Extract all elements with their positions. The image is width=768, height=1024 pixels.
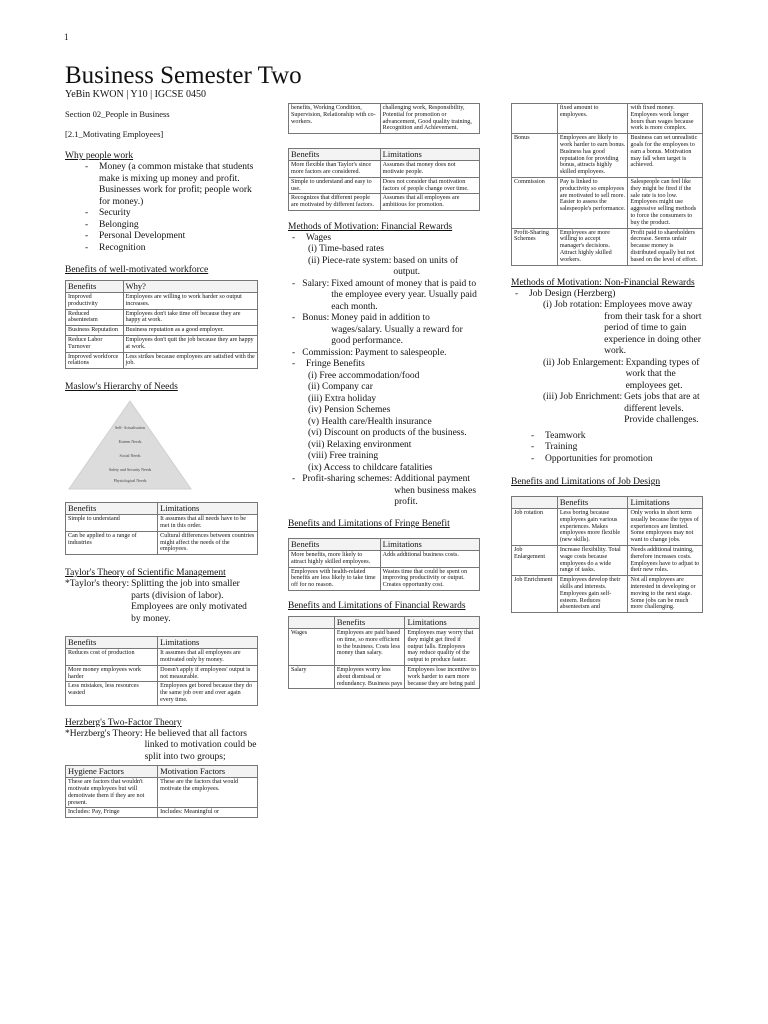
table-row: benefits, Working Condition, Supervision, Relationship with co-workers. challenging work, Responsibility, Potential for promotion or advancement, Good quality training, Recognition and Achievement.	[289, 104, 480, 134]
table-row: Improved workforce relations Less strikes because employees are satisfied with the job.	[66, 352, 258, 369]
pyramid-level-5: Physiological Needs	[113, 478, 147, 484]
maslow-heading: Maslow's Hierarchy of Needs	[65, 382, 178, 393]
list-item: - Teamwork	[531, 430, 586, 441]
table-row: Commission Pay is linked to productivity so employees are motivated to sell more. Easier to assess the salespeople's performance. Salespeople can feel like they might be fired if the sale rate is too low. Employees might use aggressive selling methods to force the consumers to buy the product.	[512, 177, 703, 228]
herzberg-factors-table-continued	[288, 103, 480, 134]
list-item: (iii) Extra holiday	[308, 393, 377, 404]
table-row: Wages Employees are paid based on time, so more efficient to the business. Costs less money than salary. Employees may worry that they might get fired if output falls. Employees may reduce quality of the output to produce faster.	[289, 628, 480, 665]
why-work-heading: Why people work	[65, 151, 134, 161]
table-row: Job Enrichment Employees develop their skills and interests. Employees gain self-esteem. Reduces absenteeism and Not all employees are interested in developing or moving to the next stage. Some jobs can be much more challenging.	[512, 576, 703, 613]
table-row: Job Enlargement Increase flexibility. Total wage costs because employees do a wide range of tasks. Needs additional training, therefore increases costs. Employees have to adjust to their new roles.	[512, 546, 703, 576]
taylor-table: Benefits Limitations Reduces cost of production It assumes that all employees are motivated only by money. More money employees work harder Doesn't apply if employees' output is not measurable. Less mistakes, less resources wasted Employees get bored because they do the same job over and over again every time.	[65, 636, 258, 706]
herzberg-factors-table: Hygiene Factors Motivation Factors These are factors that wouldn't motivate employees but will demotivate them if they are not present. These are the factors that would motivate the employees. Includes: Pay, Fringe Includes: Meaningful or	[65, 765, 258, 818]
list-item: - Job Design (Herzberg)	[515, 288, 616, 299]
list-item: (v) Health care/Health insurance	[308, 416, 432, 427]
list-item: (iii) Job Enrichment: Gets jobs that are at different levels. Provide challenges.	[543, 392, 700, 426]
list-item: (i) Free accommodation/food	[308, 370, 420, 381]
table-row: Reduce Labor Turnover Employees don't quit the job because they are happy at work.	[66, 335, 258, 352]
table-row: More money employees work harder Doesn't apply if employees' output is not measurable.	[66, 665, 258, 682]
list-item: (ii) Piece-rate system: based on units of output.	[308, 255, 459, 278]
financial-list	[288, 233, 480, 509]
herzberg-heading: Herzberg's Two-Factor Theory	[65, 717, 182, 728]
table-row: Improved productivity Employees are willing to work harder so output increases.	[66, 293, 258, 310]
table-row: Profit-Sharing Schemes Employees are more willing to accept manager's decisions. Attract highly skilled workers. Profit paid to shareholders decrease. Seems unfair because money is distributed equally but not based on the level of effort.	[512, 228, 703, 265]
benefits-workforce-heading: Benefits of well-motivated workforce	[65, 265, 209, 275]
column-1	[65, 62, 302, 818]
list-item: - Bonus: Money paid in addition to wages/salary. Usually a reward for good performance.	[292, 313, 463, 347]
list-item: (i) Time-based rates	[308, 244, 384, 255]
table-row: Bonus Employees are likely to work harder to earn bonus. Business has good reputation for providing bonus, attracts highly skilled employees. Business can set unrealistic goals for the employees to earn a bonus. Motivation may fall when target is achieved.	[512, 134, 703, 178]
list-item: (ix) Access to childcare fatalities	[308, 462, 433, 473]
pyramid-level-1: Self- Actualisation	[115, 425, 145, 431]
fringe-bl-table: Benefits Limitations More benefits, more likely to attract highly skilled employees. Adds additional business costs. Employees with health-related benefits are less likely to take time off for no reason. Wastes time that could be spent on improving productivity or output. Creates opportunity cost.	[288, 538, 480, 591]
pyramid-level-4: Safety and Security Needs	[108, 467, 152, 473]
table-row: Reduced absenteeism Employees don't take time off because they are happy at work.	[66, 309, 258, 326]
list-item: - Opportunities for promotion	[531, 453, 653, 464]
list-item: - Recognition	[85, 242, 146, 253]
list-item: - Belonging	[85, 219, 139, 230]
financial-heading: Methods of Motivation: Financial Rewards	[288, 221, 453, 232]
financial-bl-heading: Benefits and Limitations of Financial Rewards	[288, 600, 466, 611]
table-row: fixed amount to employees. with fixed money. Employees work longer hours than wages because work is more complex.	[512, 104, 703, 134]
list-item: - Profit-sharing schemes: Additional payment when business makes profit.	[292, 474, 477, 508]
page-number: 1	[64, 32, 69, 42]
maslow-pyramid	[65, 397, 258, 498]
list-item: - Training	[531, 442, 578, 453]
list-item: - Security	[85, 208, 131, 218]
benefits-workforce-table: Benefits Why? Improved productivity Employees are willing to work harder so output increases. Reduced absenteeism Employees don't take time off because they are happy at work. Business Reputation Business reputation as a good employer. Reduce Labor Turnover Employees don't quit the job because they are happy at work. Improved workforce relations Less strikes because employees are satisfied with the job.	[65, 280, 258, 369]
table-row: Recognizes that different people are motivated by different factors. Assumes that all employees are ambitious for promotion.	[289, 194, 480, 211]
table-row: Business Reputation Business reputation as a good employer.	[66, 326, 258, 336]
taylor-heading: Taylor's Theory of Scientific Management	[65, 568, 226, 579]
pyramid-level-2: Esteem Needs	[118, 439, 142, 445]
list-item: - Commission: Payment to salespeople.	[292, 347, 447, 358]
table-row: These are factors that wouldn't motivate employees but will demotivate them if they are not present. These are the factors that would motivate the employees.	[66, 778, 258, 808]
table-row: Simple to understand It assumes that all needs have to be met in this order.	[66, 515, 258, 532]
maslow-table: Benefits Limitations Simple to understand It assumes that all needs have to be met in this order. Can be applied to a range of industries Cultural differences between countries might affect the needs of the employees.	[65, 502, 258, 555]
financial-bl-table-continued	[511, 103, 703, 266]
non-financial-list	[511, 289, 703, 466]
fringe-bl-heading: Benefits and Limitations of Fringe Benefit	[288, 518, 450, 529]
list-item: (ii) Company car	[308, 382, 373, 393]
herzberg-definition: *Herzberg's Theory: He believed that all factors linked to motivation could be split into two groups;	[65, 728, 257, 762]
table-row: Salary Employees worry less about dismissal or redundancy. Business pays Employees lose incentive to work harder to earn more because they are being paid	[289, 665, 480, 688]
list-item: - Fringe Benefits	[292, 359, 365, 370]
table-row: Includes: Pay, Fringe Includes: Meaningful or	[66, 808, 258, 818]
job-design-bl-table: Benefits Limitations Job rotation Less boring because employees gain various experiences. Makes employees more flexible (new skills). Only works in short term usually because the types of experiences are limited. Some employees may not want to change jobs. Job Enlargement Increase flexibility. Total wage costs because employees do a wide range of tasks. Needs additional training, therefore increases costs. Employees have to adjust to their new roles. Job Enrichment Employees develop their skills and interests. Employees gain self-esteem. Reduces absenteeism and Not all employees are interested in developing or moving to the next stage. Some jobs can be much more challenging.	[511, 496, 703, 613]
table-row: Less mistakes, less resources wasted Employees get bored because they do the same job over and over again every time.	[66, 682, 258, 705]
list-item: (i) Job rotation: Employees move away from their task for a short period of time to gain experience in doing other work.	[543, 300, 702, 357]
table-row: Job rotation Less boring because employees gain various experiences. Makes employees more flexible (new skills). Only works in short term usually because the types of experiences are limited. Some employees may not want to change jobs.	[512, 509, 703, 546]
page-title: Business Semester Two	[65, 62, 302, 89]
list-item: (vii) Relaxing environment	[308, 439, 412, 450]
job-design-bl-heading: Benefits and Limitations of Job Design	[511, 477, 661, 488]
taylor-definition: *Taylor's theory: Splitting the job into smaller parts (division of labor). Employees are only motivated by money.	[65, 579, 247, 624]
table-row: More benefits, more likely to attract highly skilled employees. Adds additional business costs.	[289, 550, 480, 567]
list-item: (iv) Pension Schemes	[308, 405, 391, 416]
section-label: Section 02_People in Business	[65, 109, 170, 119]
subsection-label: [2.1_Motivating Employees]	[65, 129, 164, 139]
list-item: (ii) Job Enlargement: Expanding types of work that the employees get.	[543, 357, 700, 391]
list-item: - Wages	[292, 232, 332, 243]
pyramid-level-3: Social Needs	[119, 453, 141, 459]
why-work-list	[65, 162, 258, 254]
table-row: Can be applied to a range of industries Cultural differences between countries might affect the needs of the employees.	[66, 531, 258, 554]
non-financial-heading: Methods of Motivation: Non-Financial Rewards	[511, 277, 695, 288]
page-subtitle: YeBin KWON | Y10 | IGCSE 0450	[65, 89, 206, 100]
table-row: Simple to understand and easy to use. Does not consider that motivation factors of people change over time.	[289, 177, 480, 194]
table-row: Reduces cost of production It assumes that all employees are motivated only by money.	[66, 649, 258, 666]
herzberg-bl-table: Benefits Limitations More flexible than Taylor's since more factors are considered. Assumes that money does not motivate people. Simple to understand and easy to use. Does not consider that motivation factors of people change over time. Recognizes that different people are motivated by different factors. Assumes that all employees are ambitious for promotion.	[288, 148, 480, 211]
list-item: - Salary: Fixed amount of money that is paid to the employee every year. Usually paid each month.	[292, 278, 477, 312]
table-row: More flexible than Taylor's since more factors are considered. Assumes that money does not motivate people.	[289, 161, 480, 178]
column-3	[511, 103, 703, 613]
list-item: (viii) Free training	[308, 451, 379, 462]
table-row: Employees with health-related benefits are less likely to take time off for no reason. Wastes time that could be spent on improving productivity or output. Creates opportunity cost.	[289, 567, 480, 590]
column-2	[288, 103, 480, 689]
list-item: - Personal Development	[85, 231, 186, 241]
list-item: (vi) Discount on products of the business.	[308, 428, 467, 439]
financial-bl-table: Benefits Limitations Wages Employees are paid based on time, so more efficient to the business. Costs less money than salary. Employees may worry that they might get fired if output falls. Employees may reduce quality of the output to produce faster. Salary Employees worry less about dismissal or redundancy. Business pays Employees lose incentive to work harder to earn more because they are being paid	[288, 616, 480, 689]
list-item: - Money (a common mistake that students make is mixing up money and profit. Businesses work for profit; people work for money.)	[85, 162, 254, 207]
